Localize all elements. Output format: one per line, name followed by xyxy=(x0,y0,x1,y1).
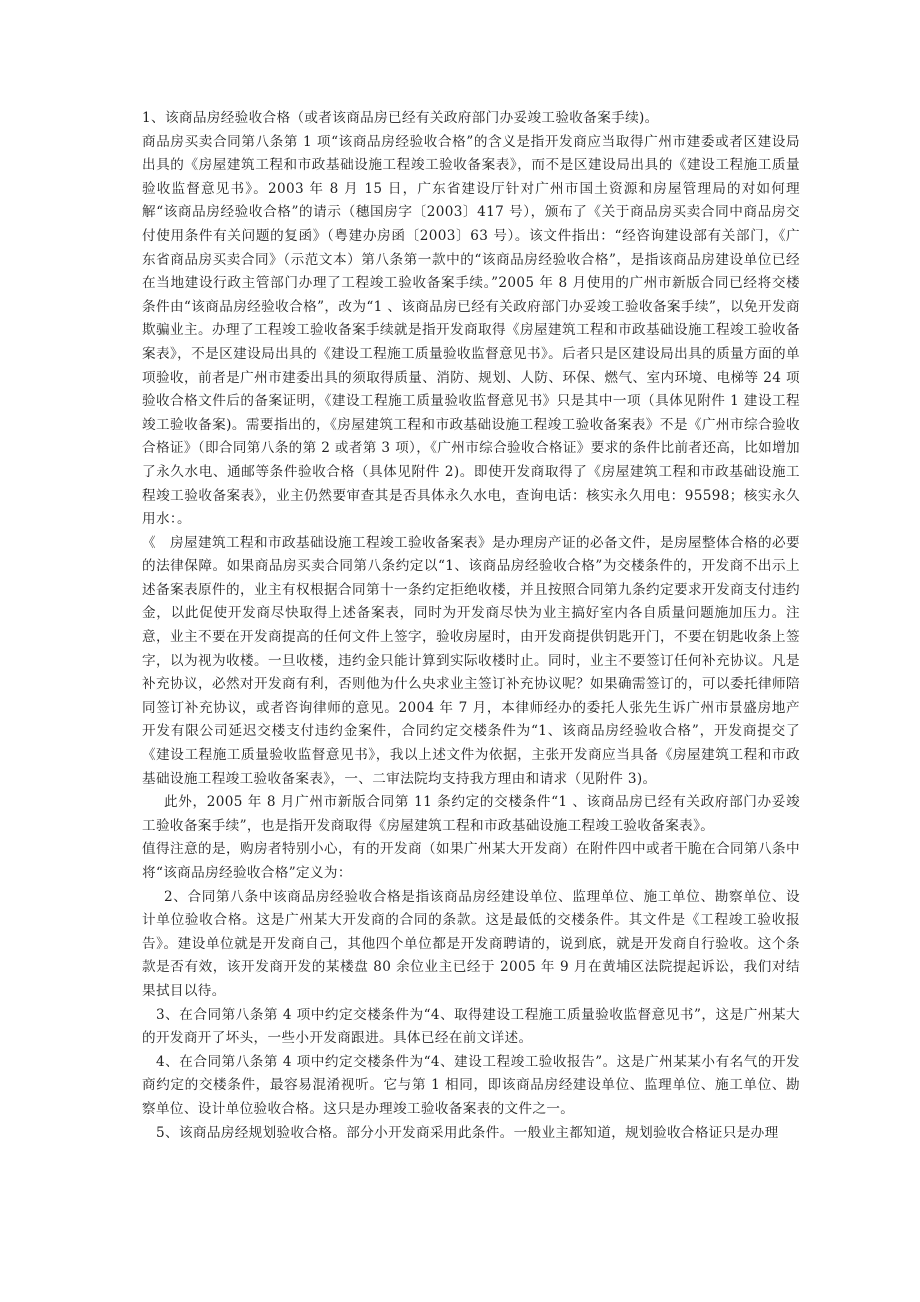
paragraph-4-body: 此外，2005 年 8 月广州市新版合同第 11 条约定的交楼条件“1 、该商品房已经有关政府部门办妥竣工验收备案手续”，也是指开发商取得《房屋建筑工程和市政基础设施工程竣工验收备案表》。 xyxy=(142,794,800,834)
paragraph-3-body: 《 房屋建筑工程和市政基础设施工程竣工验收备案表》是办理房产证的必备文件，是房屋整体合格的必要的法律保障。如果商品房买卖合同第八条约定以“1、该商品房经验收合格”为交楼条件的，开发商不出示上述备案表原件的，业主有权根据合同第十一条约定拒绝收楼，并且按照合同第九条约定要求开发商支付违约金，以此促使开发商尽快取得上述备案表，同时为开发商尽快为业主搞好室内各自质量问题施加压力。注意，业主不要在开发商提高的任何文件上签字，验收房屋时，由开发商提供钥匙开门，不要在钥匙收条上签字，以为视为收楼。一旦收楼，违约金只能计算到实际收楼时止。同时，业主不要签订任何补充协议。凡是补充协议，必然对开发商有利，否则他为什么央求业主签订补充协议呢？如果确需签订的，可以委托律师陪同签订补充协议，或者咨询律师的意见。2004 年 7 月，本律师经办的委托人张先生诉广州市景盛房地产开发有限公司延迟交楼支付违约金案件，合同约定交楼条件为“1、该商品房经验收合格”，开发商提交了《建设工程施工质量验收监督意见书》，我以上述文件为依据，主张开发商应当具备《房屋建筑工程和市政基础设施工程竣工验收备案表》，一、二审法院均支持我方理由和请求（见附件 3)。 xyxy=(142,534,800,787)
paragraph-1-heading: 1、该商品房经验收合格（或者该商品房已经有关政府部门办妥竣工验收备案手续)。 xyxy=(142,110,659,126)
list-item-3: 3、在合同第八条第 4 项中约定交楼条件为“4、取得建设工程施工质量验收监督意见书”，这是广州某大的开发商开了坏头，一些小开发商跟进。具体已经在前文详述。 xyxy=(142,1006,800,1047)
list-item-4: 4、在合同第八条第 4 项中约定交楼条件为“4、建设工程竣工验收报告”。这是广州某某小有名气的开发商约定的交楼条件，最容易混淆视听。它与第 1 相同，即该商品房经建设单位、监理单位、施工单位、勘察单位、设计单位验收合格。这只是办理竣工验收备案表的文件之一。 xyxy=(142,1053,800,1117)
list-item-2: 2、合同第八条中该商品房经验收合格是指该商品房经建设单位、监理单位、施工单位、勘察单位、设计单位验收合格。这是广州某大开发商的合同的条款。这是最低的交楼条件。其文件是《工程竣工验收报告》。建设单位就是开发商自己，其他四个单位都是开发商聘请的，说到底，就是开发商自行验收。这个条款是否有效，该开发商开发的某楼盘 80 余位业主已经于 2005 年 9 月在黄埔区法院提起诉讼，我们对结果拭目以待。 xyxy=(142,888,800,999)
paragraph-5-body: 值得注意的是，购房者特别小心，有的开发商（如果广州某大开发商）在附件四中或者干脆在合同第八条中将“该商品房经验收合格”定义为： xyxy=(142,841,800,881)
paragraph-2-body: 商品房买卖合同第八条第 1 项“该商品房经验收合格”的含义是指开发商应当取得广州市建委或者区建设局出具的《房屋建筑工程和市政基础设施工程竣工验收备案表》，而不是区建设局出具的《建设工程施工质量验收监督意见书》。2003 年 8 月 15 日，广东省建设厅针对广州市国土资源和房屋管理局的对如何理解“该商品房经验收合格”的请示（穗国房字〔2003〕417 号），颁布了《关于商品房买卖合同中商品房交付使用条件有关问题的复函》（粤建办房函〔2003〕63 号）。该文件指出：“经咨询建设部有关部门，《广东省商品房买卖合同》（示范文本）第八条第一款中的“该商品房经验收合格”，是指该商品房建设单位已经在当地建设行政主管部门办理了工程竣工验收备案手续。”2005 年 8 月使用的广州市新版合同已经将交楼条件由“该商品房经验收合格”，改为“1 、该商品房已经有关政府部门办妥竣工验收备案手续”，以免开发商欺骗业主。办理了工程竣工验收备案手续就是指开发商取得《房屋建筑工程和市政基础设施工程竣工验收备案表》，不是区建设局出具的《建设工程施工质量验收监督意见书》。后者只是区建设局出具的质量方面的单项验收，前者是广州市建委出具的须取得质量、消防、规划、人防、环保、燃气、室内环境、电梯等 24 项验收合格文件后的备案证明，《建设工程施工质量验收监督意见书》只是其中一项（具体见附件 1 建设工程竣工验收备案)。需要指出的，《房屋建筑工程和市政基础设施工程竣工验收备案表》不是《广州市综合验收合格证》（即合同第八条的第 2 或者第 3 项），《广州市综合验收合格证》要求的条件比前者还高，比如增加了永久水电、通邮等条件验收合格（具体见附件 2)。即使开发商取得了《房屋建筑工程和市政基础设施工程竣工验收备案表》，业主仍然要审查其是否具体永久水电，查询电话：核实永久用电：95598；核实永久用水：。 xyxy=(142,133,801,528)
list-item-5: 5、该商品房经规划验收合格。部分小开发商采用此条件。一般业主都知道，规划验收合格证只是办理 xyxy=(156,1124,779,1141)
